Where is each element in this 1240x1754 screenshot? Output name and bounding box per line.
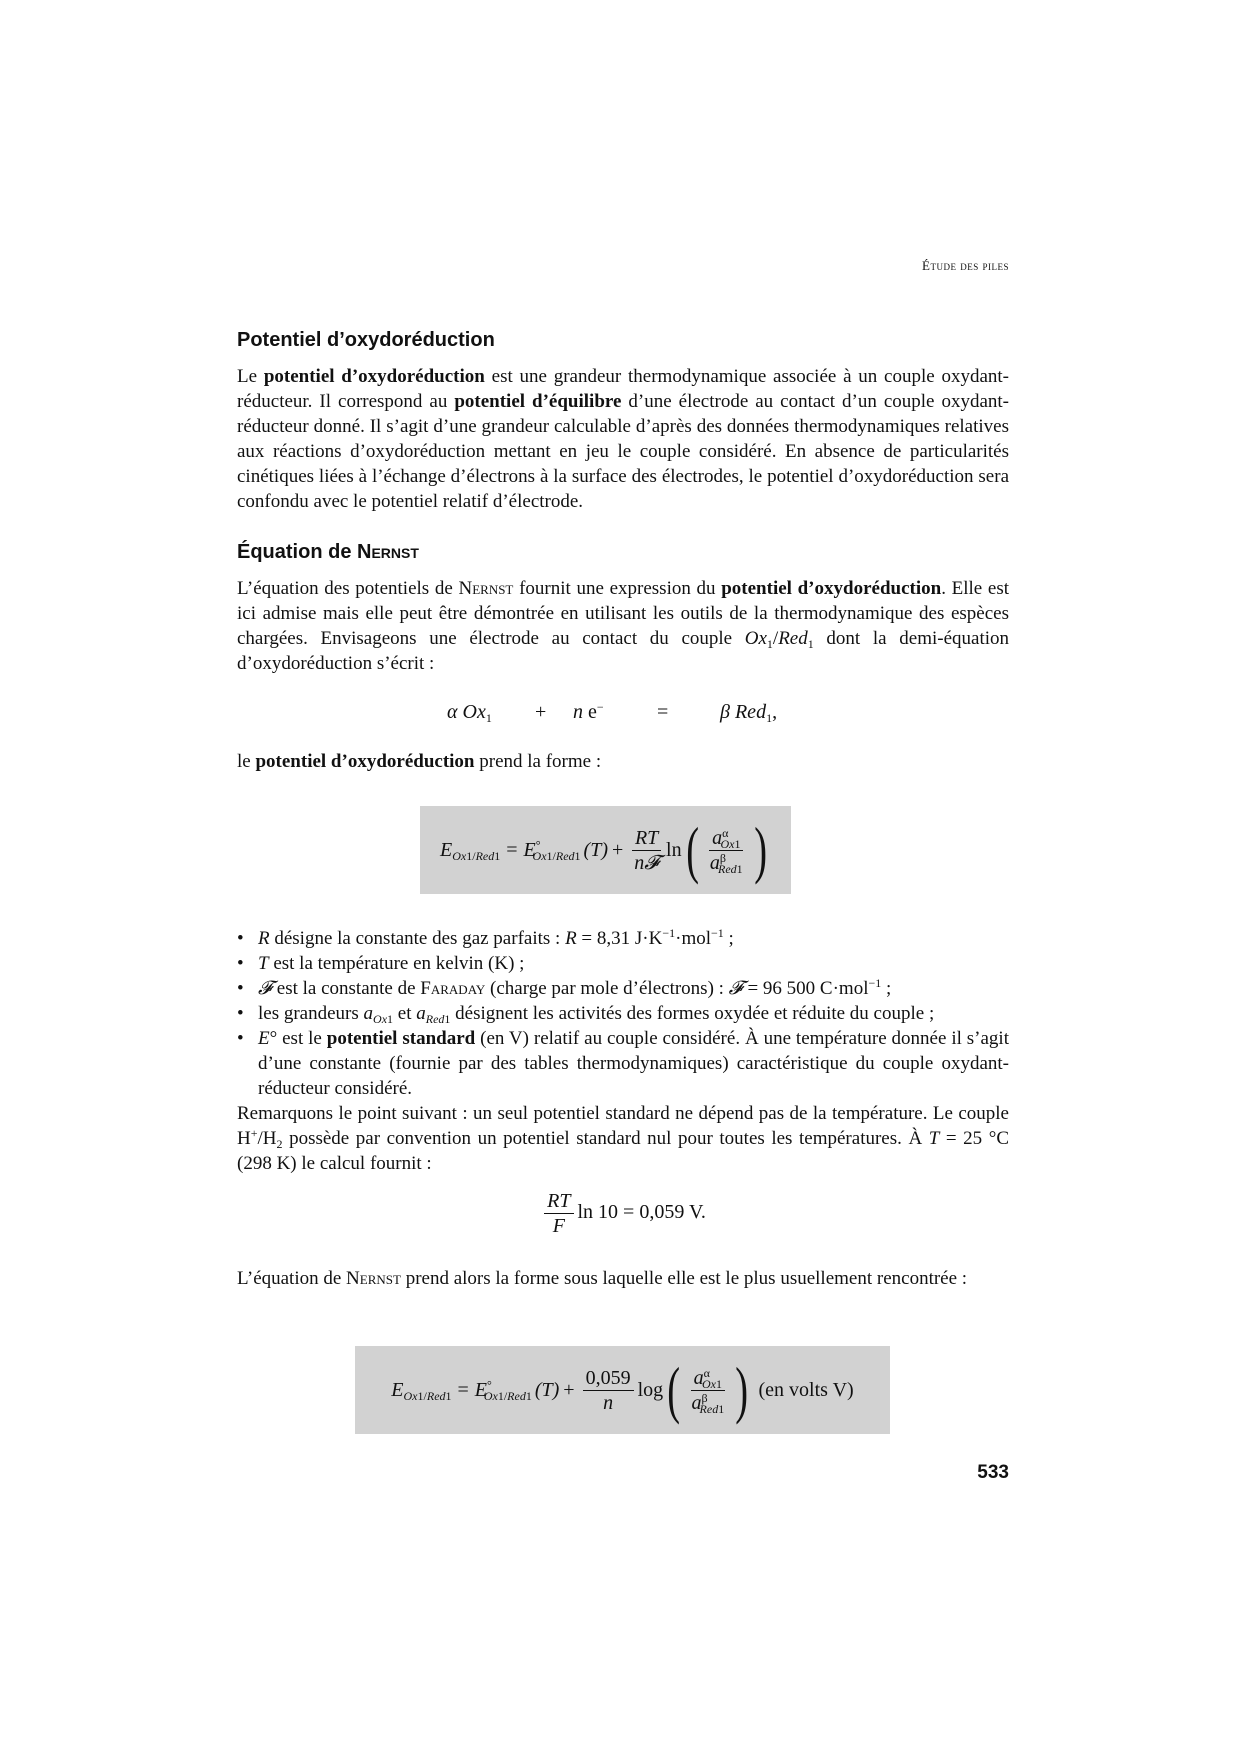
nernst-formula-box: $E_{Ox1/Red1}$ = $E^\circ_{Ox1/Red1}$ (T) + $\frac{RT}{\text{n𝓕}}$ ln ( $\frac{a^\alpha_{Ox1}}{a^\beta_{Red1}}$ ) [420,806,791,894]
paragraph-remarque: Remarquons le point suivant : un seul potentiel standard ne dépend pas de la température. Le couple $H^+/H_2$ possède par convention un potentiel standard nul pour toutes les températures. À T = 25 °C (298 K) le calcul fournit : [237,1103,1009,1174]
paragraph-usuelle: L’équation de Nernst prend alors la forme sous laquelle elle est le plus usuellement rencontrée : [237,1268,968,1289]
list-item: • E° est le potentiel standard (en V) relatif au couple considéré. À une température donnée il s’agit d’une constante (fournie par des tables thermodynamiques) caractéristique du couple oxydant-réducteur considéré. [237,1026,1009,1101]
section-title-nernst: Équation de Nernst [237,541,419,563]
right-paren: ) [753,814,767,885]
list-item: • les grandeurs $a_{Ox1}$ et $a_{Red1}$ désignent les activités des formes oxydée et réduite du couple ; [237,1001,1009,1026]
nernst-log-formula-box: $E_{Ox1/Red1}$ = $E^\circ_{Ox1/Red1}$ (T) + $\frac{0,059}{n}$ log ( $\frac{a^\alpha_{Ox1}}{a^\beta_{Red1}}$ ) (en volts V) [355,1346,890,1434]
paragraph-nernst: L’équation des potentiels de Nernst fournit une expression du potentiel d’oxydoréduction. Elle est ici admise mais elle peut être démontrée en utilisant les outils de la thermodynamique des espèces chargées. Envisageons une électrode au contact du couple $Ox_1/Red_1$ dont la demi-équation d’oxydoréduction s’écrit : [237,578,1010,674]
left-paren: ( [685,814,699,885]
paragraph-forme: le potentiel d’oxydoréduction prend la forme : [237,751,602,772]
left-paren: ( [667,1354,681,1425]
running-head: Étude des piles [922,258,1009,273]
fraction-activities: $\frac{a^\alpha_{Ox1}}{a^\beta_{Red1}}$ [709,825,743,876]
right-paren: ) [735,1354,749,1425]
fraction-0059-n: $\frac{0,059}{n}$ [583,1367,634,1414]
list-item: • R désigne la constante des gaz parfaits : R = 8,31 $J\cdot K^{-1}\cdot mol^{-1}$ ; [237,926,1009,951]
constants-list [237,926,1009,1101]
list-item: • 𝓕 est la constante de Faraday (charge par mole d’électrons) : 𝓕 = 96 500 C·mol$^{-1}$ ; [237,976,1009,1001]
section-title-potentiel: Potentiel d’oxydoréduction [237,329,495,351]
half-equation: α $Ox_1$ + n e− = β Red$_1$, [447,700,778,725]
rt-over-f-formula: $\frac{RT}{F}$ ln 10 = 0,059 V. [237,1190,1009,1237]
fraction-rt-nf: $\frac{RT}{\text{n𝓕}}$ [631,827,662,874]
paragraph-potentiel: Le potentiel d’oxydoréduction est une grandeur thermodynamique associée à un couple oxydant-réducteur. Il correspond au potentiel d’équilibre d’une électrode au contact d’un couple oxydant-réducteur donné. Il s’agit d’une grandeur calculable d’après des données thermodynamiques relatives aux réactions d’oxydoréduction mettant en jeu le couple considéré. En absence de particularités cinétiques liées à l’échange d’électrons à la surface des électrodes, le potentiel d’oxydoréduction sera confondu avec le potentiel relatif d’électrode. [237,366,1010,512]
fraction-activities: $\frac{a^\alpha_{Ox1}}{a^\beta_{Red1}}$ [691,1365,725,1416]
page-number: 533 [977,1462,1009,1483]
list-item: • T est la température en kelvin (K) ; [237,951,1009,976]
